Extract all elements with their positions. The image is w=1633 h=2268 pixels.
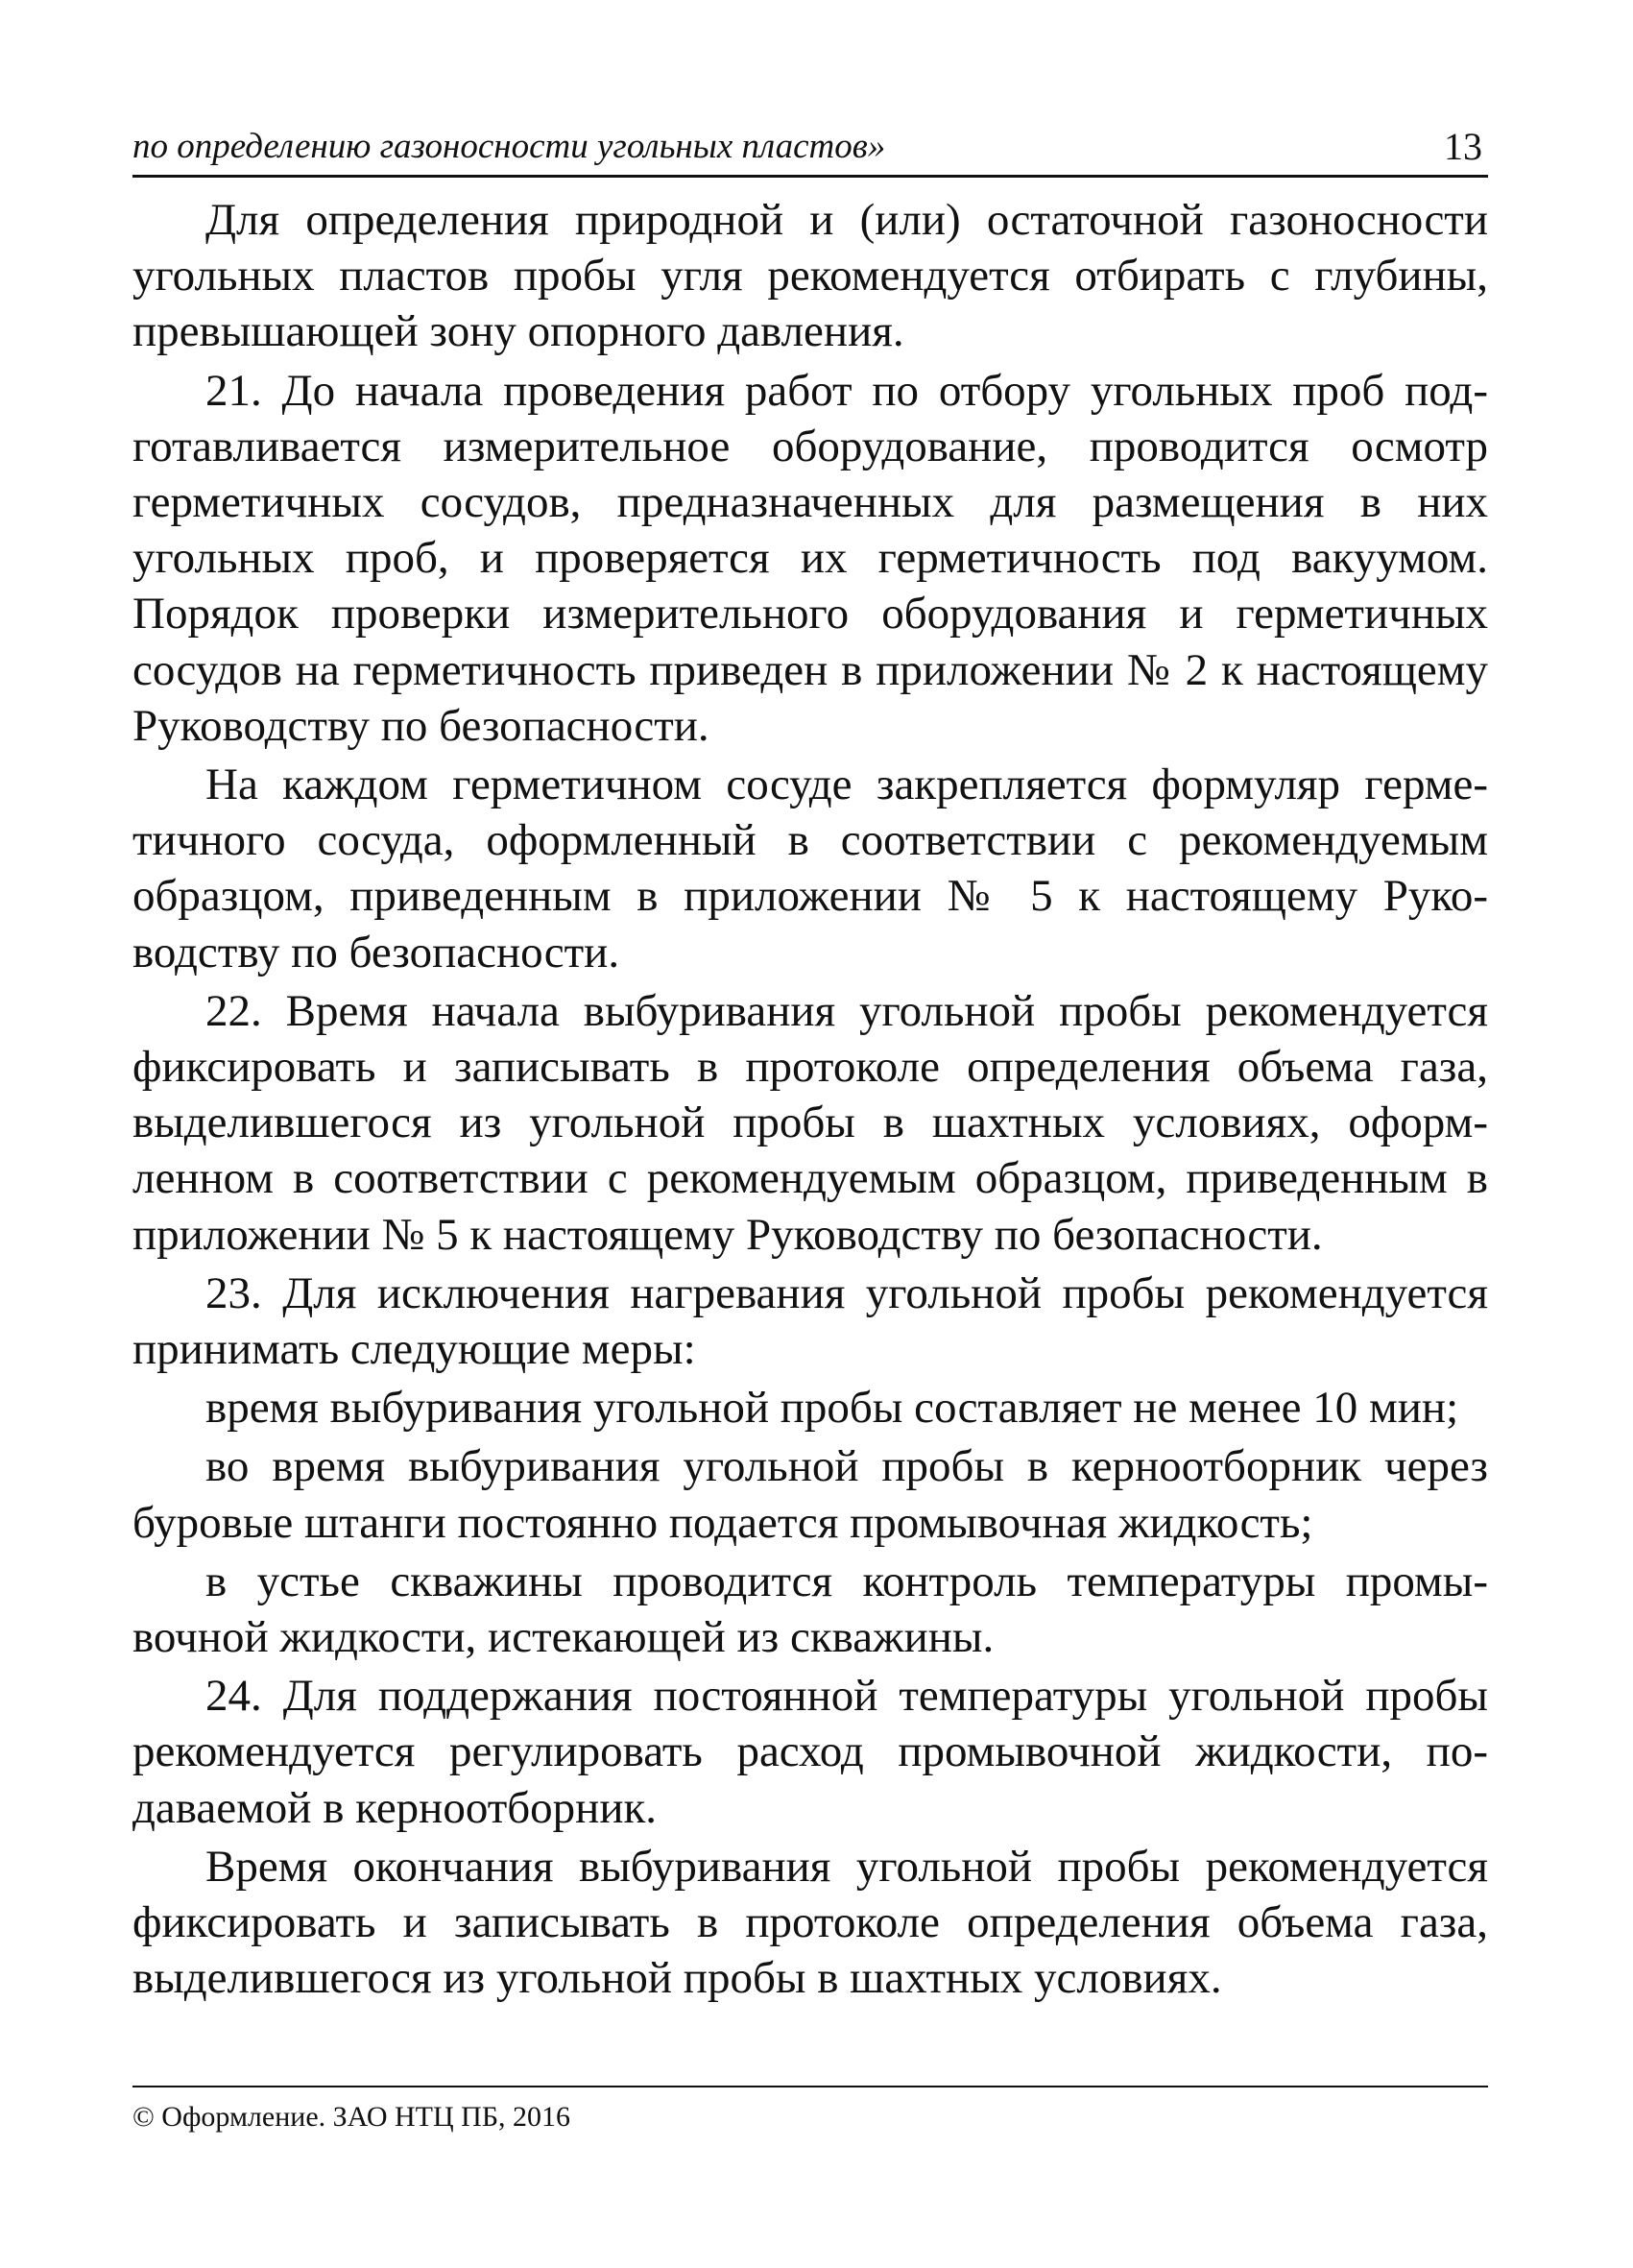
paragraph-gas-sampling-depth: Для определения природной и (или) остаточной газоносности угольных пластов пробы угля рекомендуется отбирать с глубины, превышающей зону опорного давления. [132, 195, 1488, 357]
paragraph-vessel-form: На каждом герметичном сосуде закрепляется формуляр герметичного сосуда, оформленный в соответствии с рекомендуемым образцом, приведенным в приложении № 5 к настоящему Руководству по безопасности. [132, 760, 1488, 977]
page-number: 13 [1444, 125, 1482, 168]
paragraph-item-22: 22. Время начала выбуривания угольной пробы рекомендуется фиксировать и записывать в протоколе определения объема газа, выделившегося из угольной пробы в шахтных условиях, оформленном в соответствии с рекомендуемым образцом, приведенным в приложении № 5 к настоящему Руководству по безопасности. [132, 985, 1488, 1260]
footer-divider [132, 2086, 1488, 2087]
paragraph-measure-flushing-fluid: во время выбуривания угольной пробы в керноотборник через буровые штанги постоянно подается промывочная жидкость; [132, 1441, 1488, 1548]
running-title: по определению газоносности угольных пластов» [132, 127, 886, 166]
paragraph-measure-drilling-time: время выбуривания угольной пробы составляет не менее 10 мин; [205, 1383, 1459, 1434]
paragraph-item-24: 24. Для поддержания постоянной температуры угольной пробы рекомендуется регулировать расход промывочной жидкости, подаваемой в керноотборник. [132, 1671, 1488, 1833]
paragraph-item-21: 21. До начала проведения работ по отбору угольных проб подготавливается измерительное оборудование, проводится осмотр герметичных сосудов, предназначенных для размещения в них угольных проб, и проверяется их герметичность под вакуумом. Порядок проверки измерительного оборудования и герметичных сосудов на герметичность приведен в приложении № 2 к настоящему Руководству по безопасности. [132, 365, 1488, 751]
footer-copyright: © Оформление. ЗАО НТЦ ПБ, 2016 [132, 2101, 571, 2133]
paragraph-drilling-end-time: Время окончания выбуривания угольной пробы рекомендуется фиксировать и записывать в протоколе определения объема газа, выделившегося из угольной пробы в шахтных условиях. [132, 1841, 1488, 2004]
paragraph-measure-temperature-control: в устье скважины проводится контроль температуры промывочной жидкости, истекающей из скважины. [132, 1556, 1488, 1663]
paragraph-item-23: 23. Для исключения нагревания угольной пробы рекомендуется принимать следующие меры: [132, 1267, 1488, 1375]
body-text [132, 192, 1488, 2007]
running-header [132, 123, 1488, 178]
